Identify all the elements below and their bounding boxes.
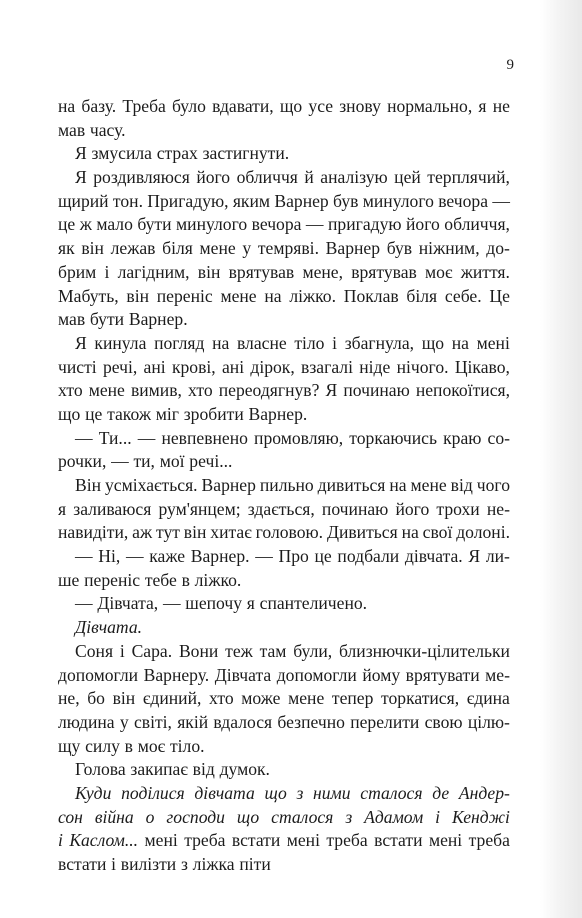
text-line: навидіти, аж тут він хитає головою. Дивиться на свої долоні.: [58, 522, 510, 543]
text-line: допомогли Варнеру. Дівчата допомогли йому врятувати ме-: [58, 664, 510, 685]
text-line: людина у світі, якій вдалося безпечно перелити свою цілю-: [58, 711, 510, 732]
text-line: Куди поділися дівчата що з ними сталося де Андер-: [75, 782, 510, 803]
body-text: [58, 95, 510, 877]
text-line: — Дівчата, — шепочу я спантеличено.: [75, 593, 368, 614]
text-line: хто мене вимив, хто переодягнув? Я починаю непокоїтися,: [58, 380, 510, 401]
text-line: як він лежав біля мене у темряві. Варнер був ніжним, до-: [58, 238, 510, 259]
text-line: щирий тон. Пригадую, яким Варнер був минулого вечора —: [58, 190, 510, 211]
text-line: Я роздивляюся його обличчя й аналізую цей терплячий,: [75, 167, 510, 188]
text-line: Я кинула погляд на власне тіло і збагнула, що на мені: [75, 332, 510, 353]
text-line: мав часу.: [58, 119, 126, 140]
text-line: чисті речі, ані крові, ані дірок, взагалі ніде нічого. Цікаво,: [58, 356, 510, 377]
text-line: Голова закипає від думок.: [75, 759, 270, 780]
text-line: на базу. Треба було вдавати, що усе знову нормально, я не: [58, 96, 510, 116]
text-line: брим і лагідним, він врятував мене, врятував моє життя.: [58, 261, 510, 282]
text-line: Мабуть, він переніс мене на ліжко. Поклав біля себе. Це: [58, 285, 510, 306]
text-line: Він усміхається. Варнер пильно дивиться на мене від чого: [75, 475, 510, 495]
text-line: Соня і Сара. Вони теж там були, близнючки-цілительки: [75, 640, 510, 661]
text-line: сон війна о господи що сталося з Адамом і Кенджі: [58, 806, 510, 827]
text-line: це ж мало бути минулого вечора — пригадую його обличчя,: [58, 214, 510, 235]
text-line: Дівчата.: [75, 617, 143, 638]
text-line: — Ні, — каже Варнер. — Про це подбали дівчата. Я ли-: [75, 546, 510, 567]
text-line: мав бути Варнер.: [58, 309, 188, 330]
text-line: Я змусила страх застигнути.: [75, 143, 290, 164]
page-number: 9: [506, 57, 514, 73]
text-line: не, бо він єдиний, хто може мене тепер торкатися, єдина: [58, 688, 510, 709]
text-line: я заливаюся рум'янцем; здається, починаю його трохи не-: [58, 498, 510, 519]
text-line: встати і вилізти з ліжка піти: [58, 854, 271, 874]
text-line: і Каслом... мені треба встати мені треба встати мені треба: [58, 830, 510, 851]
text-line: щу силу в моє тіло.: [58, 735, 205, 756]
text-line: ше переніс тебе в ліжко.: [58, 569, 242, 590]
text-line: що це також міг зробити Варнер.: [58, 403, 308, 424]
text-line: — Ти... — невпевнено промовляю, торкаючись краю со-: [75, 427, 510, 448]
text-line: рочки, — ти, мої речі...: [58, 451, 233, 472]
